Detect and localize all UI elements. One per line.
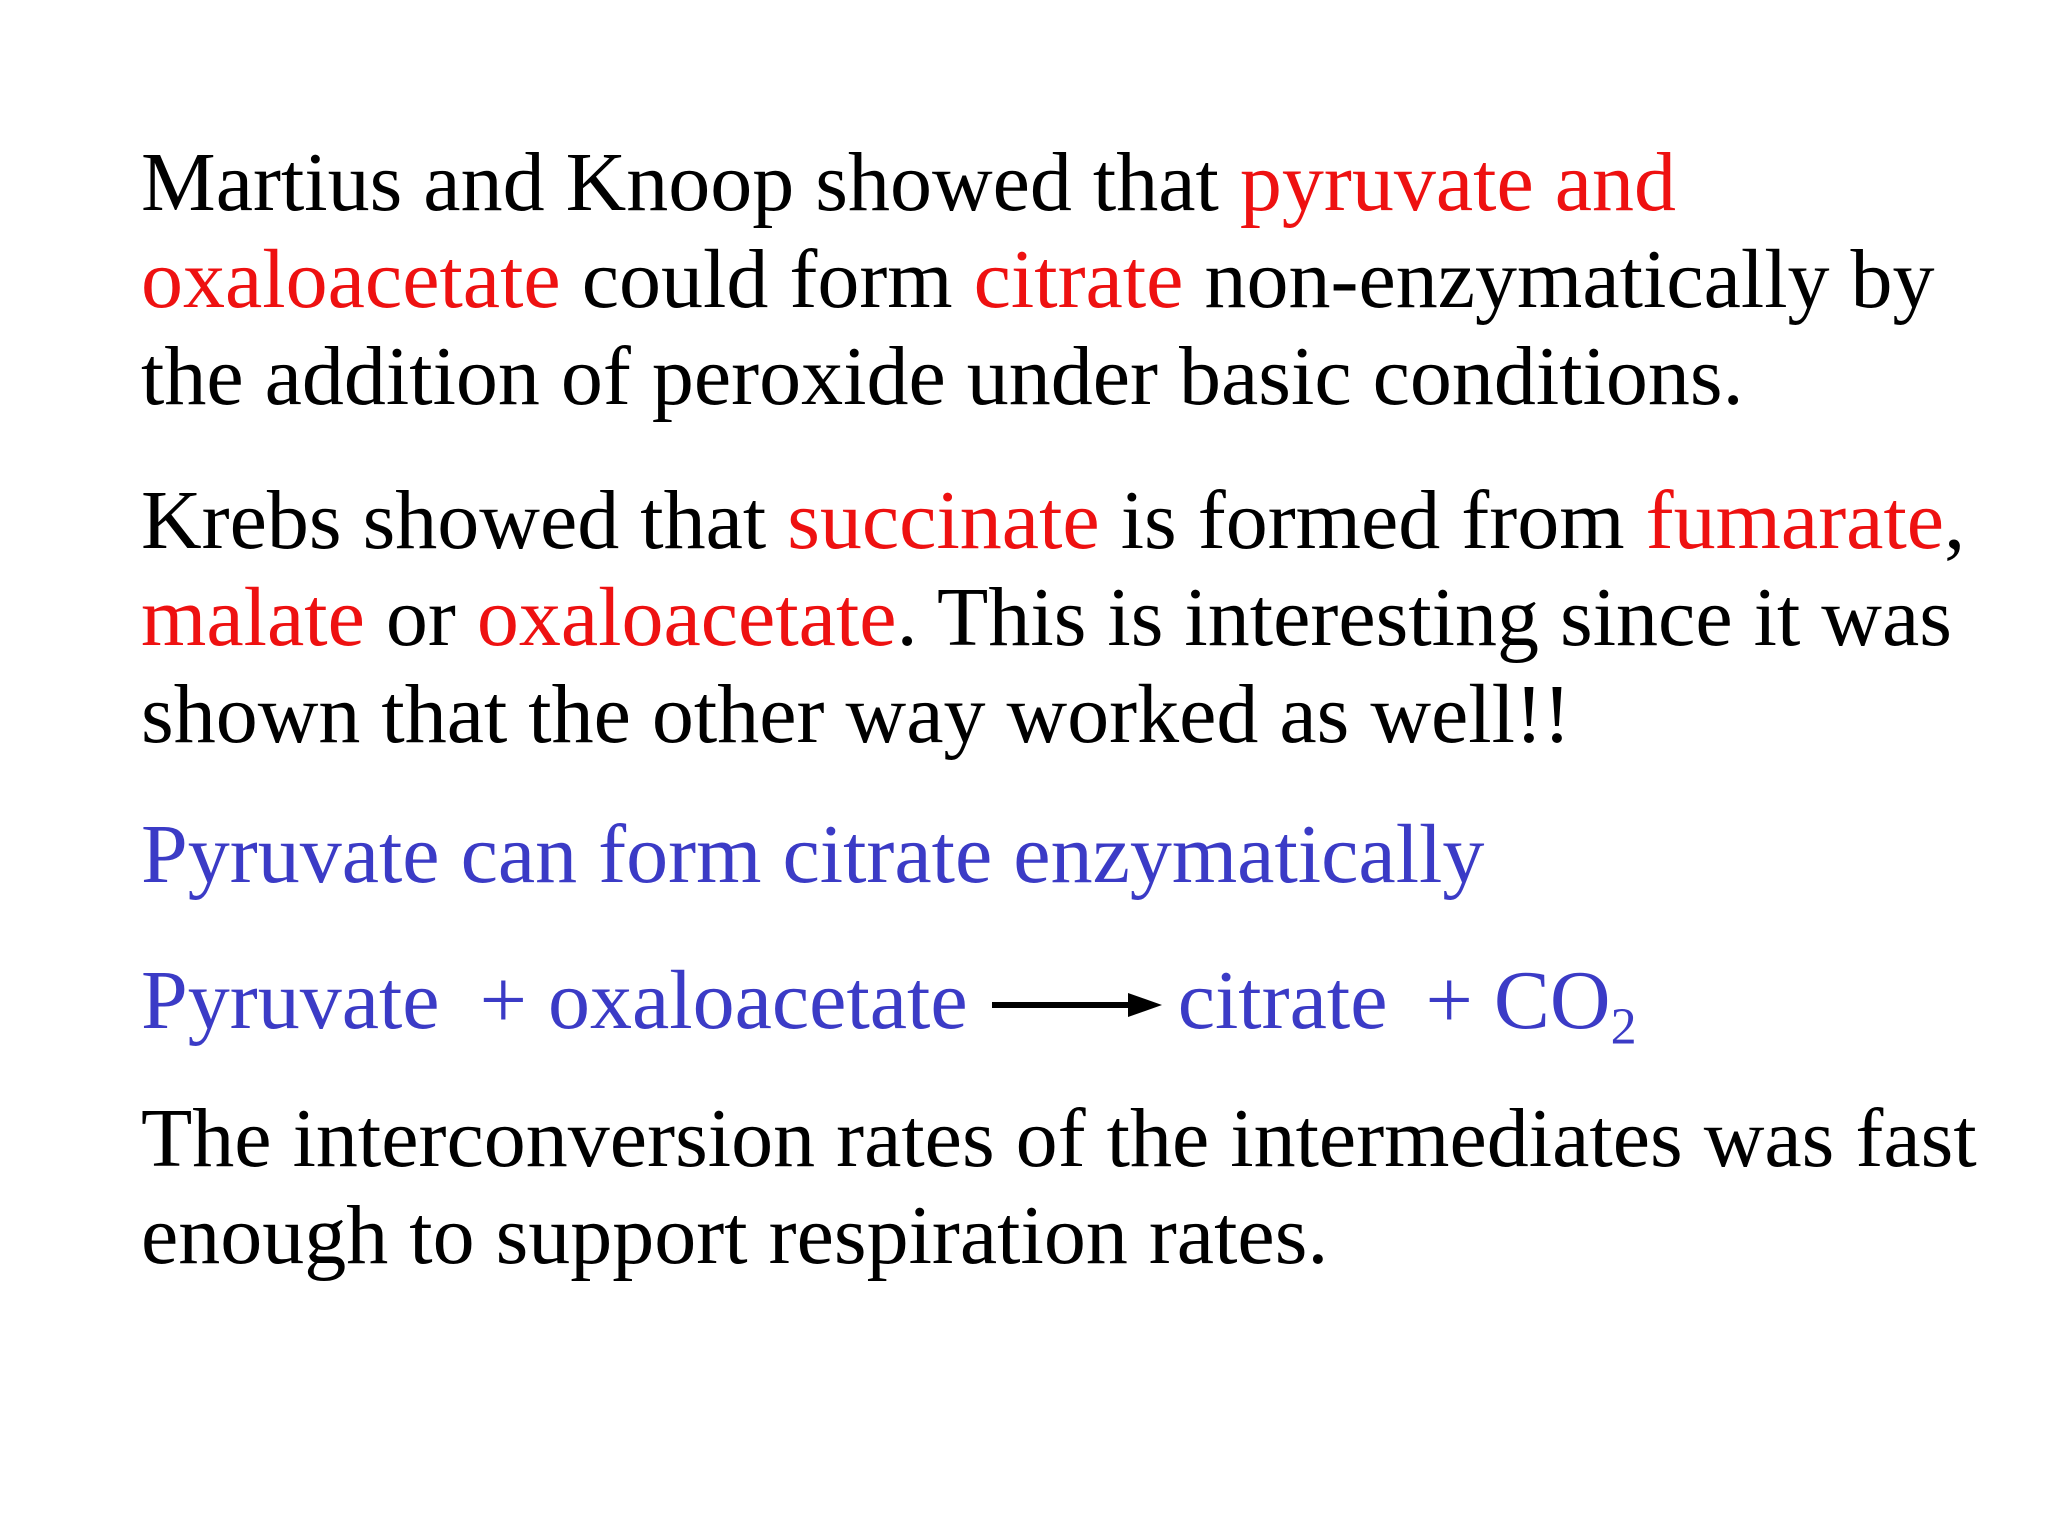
equation-product-co2 (1425, 952, 1637, 1056)
paragraph-line: the addition of peroxide under basic conditions. (141, 330, 1744, 423)
equation-reactant: Pyruvate (141, 954, 440, 1047)
text-run: non-enzymatically by (1183, 233, 1935, 326)
highlight-text: oxaloacetate (476, 571, 897, 664)
highlight-text: pyruvate and (1239, 136, 1677, 229)
text-run: . This is interesting since it was (896, 571, 1952, 664)
equation-product: citrate (1177, 954, 1388, 1047)
text-run: Krebs showed that (141, 474, 788, 567)
text-run: could form (560, 233, 974, 326)
text-run: , (1944, 474, 1966, 567)
paragraph-line (141, 231, 1935, 328)
equation-reactant-oxaloacetate: + oxaloacetate (479, 954, 968, 1047)
subscript: 2 (1610, 998, 1637, 1056)
highlight-text: citrate (973, 233, 1184, 326)
statement-enzymatic: Pyruvate can form citrate enzymatically (141, 808, 1485, 901)
paragraph-line (141, 569, 1965, 666)
text-run: is formed from (1099, 474, 1646, 567)
paragraph-line (141, 134, 1935, 231)
highlight-text: succinate (787, 474, 1100, 567)
highlight-text: fumarate (1645, 474, 1945, 567)
reaction-equation (141, 952, 1637, 1056)
paragraph-interconversion (141, 1090, 1977, 1284)
text-run: Martius and Knoop showed that (141, 136, 1240, 229)
paragraph-martius-knoop (141, 134, 1935, 425)
highlight-text: malate (141, 571, 365, 664)
paragraph-line: shown that the other way worked as well!! (141, 668, 1571, 761)
paragraph-line: enough to support respiration rates. (141, 1189, 1329, 1282)
paragraph-line: The interconversion rates of the intermediates was fast (141, 1092, 1977, 1185)
highlight-text: oxaloacetate (141, 233, 561, 326)
text-run: or (364, 571, 477, 664)
paragraph-krebs (141, 472, 1965, 763)
right-arrow-icon (992, 985, 1162, 1025)
paragraph-line (141, 472, 1965, 569)
text-run: + CO (1425, 954, 1611, 1047)
